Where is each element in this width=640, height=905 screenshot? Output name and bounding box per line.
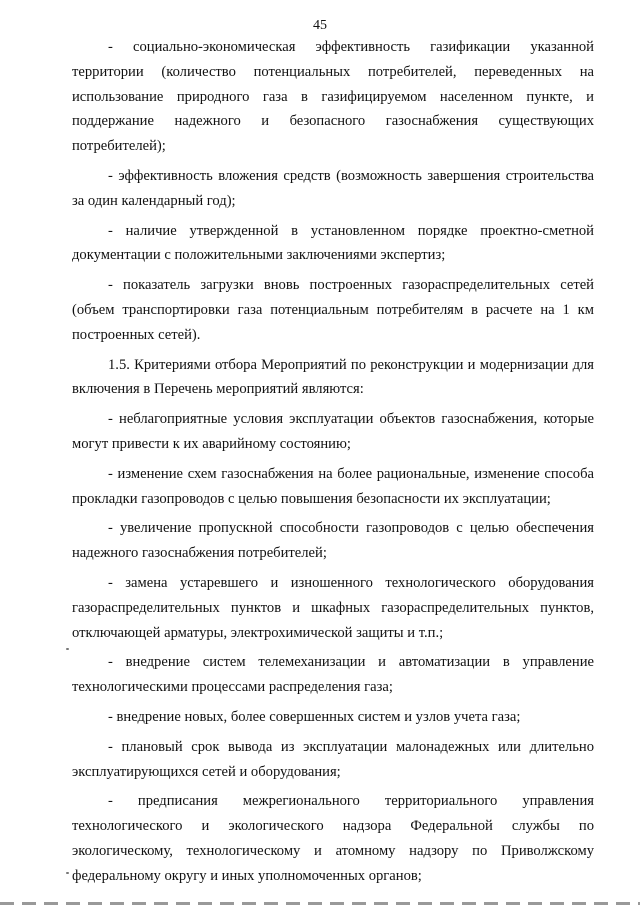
list-item-regulatory-orders: - предписания межрегионального территориального управления технологического и экологического надзора Федеральной службы по экологическому, технологическому и атомному надзору по Приволжскому федеральному округу и иных уполномоченных органов; xyxy=(72,793,594,884)
list-item-unfavorable-conditions: - неблагоприятные условия эксплуатации объектов газоснабжения, которые могут привести к их аварийному состоянию; xyxy=(72,411,594,452)
list-item-scheme-change: - изменение схем газоснабжения на более рациональные, изменение способа прокладки газопроводов с целью повышения безопасности их эксплуатации; xyxy=(72,465,594,507)
list-item-network-load-indicator: - показатель загрузки вновь построенных газораспределительных сетей (объем транспортировки газа потенциальным потребителям в расчете на 1 км построенных сетей). xyxy=(72,277,594,343)
section-1-5-heading-paragraph: 1.5. Критериями отбора Мероприятий по реконструкции и модернизации для включения в Перечень мероприятий являются: xyxy=(72,356,594,398)
list-item-telemechanization: - внедрение систем телемеханизации и автоматизации в управление технологическими процессами распределения газа; xyxy=(72,654,594,696)
page-number: 45 xyxy=(313,18,327,33)
document-body xyxy=(72,35,594,894)
list-item-capacity-increase: - увеличение пропускной способности газопроводов с целью обеспечения надежного газоснабжения потребителей; xyxy=(72,520,594,562)
scan-speck xyxy=(66,872,69,874)
scan-speck xyxy=(66,648,69,650)
list-item-metering-systems: - внедрение новых, более совершенных систем и узлов учета газа; xyxy=(108,708,521,725)
list-item-socioeconomic-efficiency: - социально-экономическая эффективность газификации указанной территории (количество потенциальных потребителей, переведенных на использование природного газа в газифицируемом населенном пункте, и поддержание надежного и безопасного газоснабжения существующих потребителей); xyxy=(72,39,594,155)
list-item-decommissioning-schedule: - плановый срок вывода из эксплуатации малонадежных или длительно эксплуатирующихся сетей и оборудования; xyxy=(72,738,594,780)
list-item-investment-efficiency: - эффективность вложения средств (возможность завершения строительства за один календарный год); xyxy=(72,167,594,209)
list-item-equipment-replacement: - замена устаревшего и изношенного технологического оборудования газораспределительных пунктов и шкафных газораспределительных пунктов, отключающей арматуры, электрохимической защиты и т.п.; xyxy=(72,574,594,641)
list-item-approved-documentation: - наличие утвержденной в установленном порядке проектно-сметной документации с положительными заключениями экспертиз; xyxy=(72,222,594,264)
